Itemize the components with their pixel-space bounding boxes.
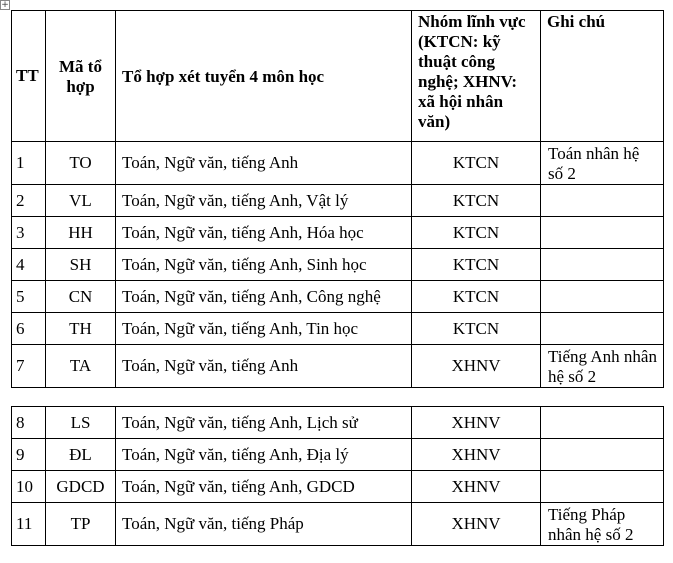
- cell-ma: VL: [46, 185, 116, 217]
- cell-ma: TH: [46, 313, 116, 345]
- cell-ghi-chu: [541, 249, 664, 281]
- cell-to-hop: Toán, Ngữ văn, tiếng Anh: [116, 142, 412, 185]
- table-row: [12, 345, 664, 388]
- cell-to-hop: Toán, Ngữ văn, tiếng Anh: [116, 345, 412, 388]
- table-row: [12, 281, 664, 313]
- admission-combinations-table-part-1: [11, 10, 664, 388]
- cell-to-hop: Toán, Ngữ văn, tiếng Pháp: [116, 503, 412, 546]
- cell-tt: 9: [12, 439, 46, 471]
- cell-ghi-chu: [541, 439, 664, 471]
- table-row: [12, 313, 664, 345]
- cell-to-hop: Toán, Ngữ văn, tiếng Anh, Địa lý: [116, 439, 412, 471]
- cell-tt: 2: [12, 185, 46, 217]
- cell-tt: 1: [12, 142, 46, 185]
- cell-tt: 3: [12, 217, 46, 249]
- cell-tt: 6: [12, 313, 46, 345]
- cell-tt: 5: [12, 281, 46, 313]
- cell-tt: 11: [12, 503, 46, 546]
- cell-to-hop: Toán, Ngữ văn, tiếng Anh, Lịch sử: [116, 407, 412, 439]
- cell-tt: 8: [12, 407, 46, 439]
- cell-nhom: XHNV: [412, 345, 541, 388]
- cell-ghi-chu: [541, 217, 664, 249]
- cell-nhom: XHNV: [412, 439, 541, 471]
- cell-ghi-chu: [541, 313, 664, 345]
- cell-to-hop: Toán, Ngữ văn, tiếng Anh, Tin học: [116, 313, 412, 345]
- table-row: [12, 217, 664, 249]
- header-ma-to-hop: Mã tổ hợp: [46, 11, 116, 142]
- table-row: [12, 185, 664, 217]
- cell-nhom: XHNV: [412, 503, 541, 546]
- header-ghi-chu: Ghi chú: [541, 11, 664, 142]
- header-to-hop: Tổ hợp xét tuyển 4 môn học: [116, 11, 412, 142]
- cell-ma: TO: [46, 142, 116, 185]
- cell-nhom: XHNV: [412, 407, 541, 439]
- table-row: [12, 471, 664, 503]
- table-row: [12, 407, 664, 439]
- cell-nhom: XHNV: [412, 471, 541, 503]
- table-row: [12, 249, 664, 281]
- table-header-row: [12, 11, 664, 142]
- table-move-handle-icon[interactable]: +: [1, 0, 9, 10]
- cell-ghi-chu: [541, 471, 664, 503]
- table-row: [12, 439, 664, 471]
- cell-ghi-chu: Tiếng Pháp nhân hệ số 2: [541, 503, 664, 546]
- cell-ma: SH: [46, 249, 116, 281]
- cell-nhom: KTCN: [412, 185, 541, 217]
- cell-to-hop: Toán, Ngữ văn, tiếng Anh, GDCD: [116, 471, 412, 503]
- cell-to-hop: Toán, Ngữ văn, tiếng Anh, Công nghệ: [116, 281, 412, 313]
- cell-tt: 10: [12, 471, 46, 503]
- header-tt: TT: [12, 11, 46, 142]
- cell-ma: TA: [46, 345, 116, 388]
- header-nhom-linh-vuc: Nhóm lĩnh vực (KTCN: kỹ thuật công nghệ; XHNV: xã hội nhân văn): [412, 11, 541, 142]
- cell-ma: LS: [46, 407, 116, 439]
- cell-ghi-chu: Tiếng Anh nhân hệ số 2: [541, 345, 664, 388]
- cell-to-hop: Toán, Ngữ văn, tiếng Anh, Sinh học: [116, 249, 412, 281]
- table-row: [12, 142, 664, 185]
- admission-combinations-table-part-2: [11, 406, 664, 546]
- cell-nhom: KTCN: [412, 142, 541, 185]
- cell-ma: CN: [46, 281, 116, 313]
- cell-nhom: KTCN: [412, 281, 541, 313]
- cell-tt: 7: [12, 345, 46, 388]
- cell-nhom: KTCN: [412, 313, 541, 345]
- cell-ghi-chu: [541, 185, 664, 217]
- cell-ma: ĐL: [46, 439, 116, 471]
- cell-to-hop: Toán, Ngữ văn, tiếng Anh, Hóa học: [116, 217, 412, 249]
- cell-ghi-chu: [541, 407, 664, 439]
- cell-ma: HH: [46, 217, 116, 249]
- table-row: [12, 503, 664, 546]
- cell-nhom: KTCN: [412, 217, 541, 249]
- cell-to-hop: Toán, Ngữ văn, tiếng Anh, Vật lý: [116, 185, 412, 217]
- cell-ma: GDCD: [46, 471, 116, 503]
- cell-ghi-chu: Toán nhân hệ số 2: [541, 142, 664, 185]
- cell-ma: TP: [46, 503, 116, 546]
- cell-tt: 4: [12, 249, 46, 281]
- cell-ghi-chu: [541, 281, 664, 313]
- cell-nhom: KTCN: [412, 249, 541, 281]
